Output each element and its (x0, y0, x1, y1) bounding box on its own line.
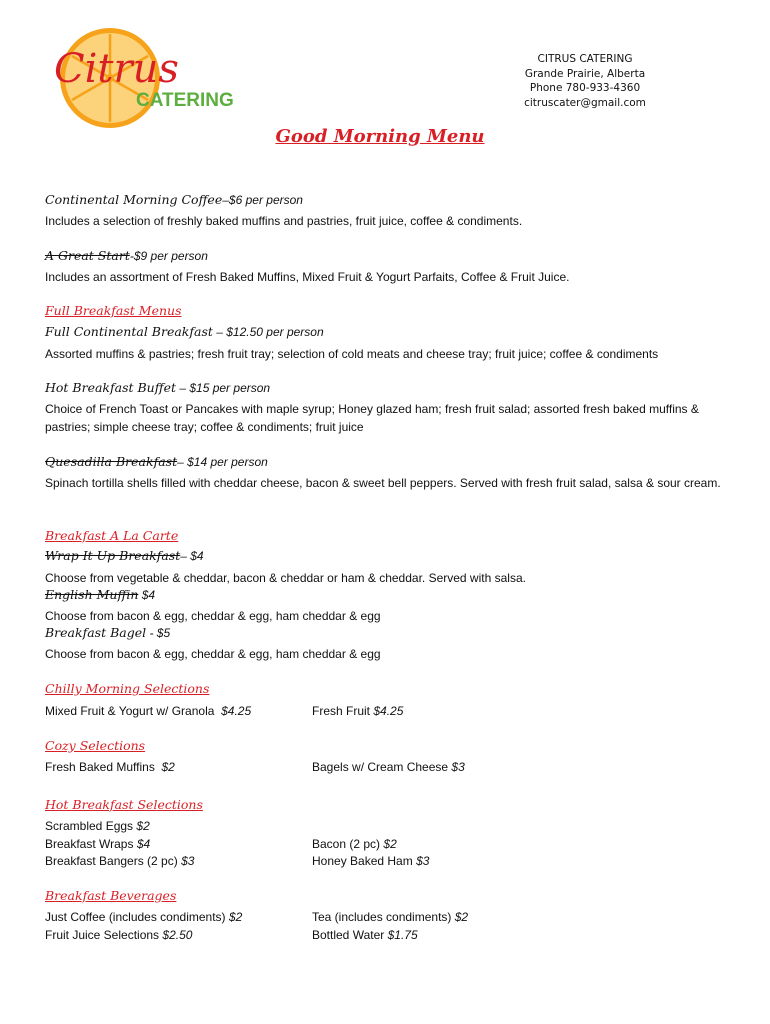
item-price: $2 (454, 910, 469, 924)
item-quesadilla-desc: Spinach tortilla shells filled with cheddar cheese, bacon & sweet bell peppers. Served with fresh fruit salad, salsa & sour cream. (45, 476, 721, 490)
item-name: Just Coffee (includes condiments) (45, 910, 226, 924)
item-price: – $12.50 per person (212, 325, 324, 339)
item-name: Quesadilla Breakfast (45, 454, 178, 469)
logo-wordmark-citrus: Citrus (54, 46, 179, 92)
orange-slice-logo-icon (48, 26, 248, 134)
item-price: $2 (136, 819, 150, 833)
item-price: $3 (451, 760, 465, 774)
item-price: $3 (181, 854, 195, 868)
page-title: Good Morning Menu (275, 126, 485, 147)
item-quesadilla-heading (45, 453, 726, 471)
item-price: $3 (416, 854, 430, 868)
item-price: - $5 (149, 626, 171, 640)
item-full-continental-desc: Assorted muffins & pastries; fresh fruit tray; selection of cold meats and cheese tray; fruit juice; coffee & condiments (45, 347, 659, 361)
item-name: A Great Start (45, 248, 130, 263)
item-name: Hot Breakfast Buffet (45, 380, 177, 395)
contact-block (520, 52, 650, 110)
chilly-row (45, 702, 726, 720)
item-name: Breakfast Wraps (45, 837, 134, 851)
item-name: Scrambled Eggs (45, 819, 134, 833)
item-name: Fresh Baked Muffins (45, 760, 155, 774)
item-price: –$6 per person (222, 193, 303, 207)
item-name: Breakfast Bangers (2 pc) (45, 854, 178, 868)
company-phone: Phone 780-933-4360 (529, 82, 641, 94)
section-hot-heading: Hot Breakfast Selections (45, 797, 203, 812)
cozy-row (45, 758, 726, 776)
company-city: Grande Prairie, Alberta (524, 67, 646, 80)
item-price: – $4 (180, 549, 204, 563)
item-price: $2 (161, 760, 175, 774)
section-beverages-heading: Breakfast Beverages (45, 888, 177, 903)
item-price: $1.75 (387, 928, 418, 942)
item-wrap-heading (45, 547, 726, 565)
item-price: $2 (228, 910, 243, 924)
item-continental-heading (45, 191, 726, 209)
item-name: Bacon (2 pc) (312, 837, 381, 851)
item-name: Wrap It Up Breakfast (45, 548, 181, 563)
hot-right-item (312, 835, 726, 853)
item-hot-buffet-heading (45, 379, 726, 397)
citrus-catering-logo (48, 26, 248, 134)
section-chilly-heading: Chilly Morning Selections (45, 681, 210, 696)
item-great-start-desc: Includes an assortment of Fresh Baked Muffins, Mixed Fruit & Yogurt Parfaits, Coffee & Fruit Juice. (45, 270, 570, 284)
hot-right-item (312, 852, 726, 870)
item-name: Bagels w/ Cream Cheese (312, 760, 449, 774)
item-name: Full Continental Breakfast (45, 324, 213, 339)
item-name: Continental Morning Coffee (45, 192, 223, 207)
company-email: citruscater@gmail.com (524, 96, 646, 109)
item-price: $4.25 (373, 704, 404, 718)
cozy-right-item (312, 758, 465, 776)
item-name: Honey Baked Ham (312, 854, 413, 868)
item-name: Breakfast Bagel (45, 625, 147, 640)
item-wrap-desc: Choose from vegetable & cheddar, bacon & cheddar or ham & cheddar. Served with salsa. (45, 571, 526, 585)
item-price: $2 (383, 837, 397, 851)
item-price: -$9 per person (129, 249, 208, 263)
item-price: $2.50 (162, 928, 193, 942)
item-muffin-desc: Choose from bacon & egg, cheddar & egg, ham cheddar & egg (45, 609, 381, 623)
item-price: – $14 per person (177, 455, 268, 469)
item-price: $4 (136, 837, 151, 851)
company-name: CITRUS CATERING (537, 53, 633, 65)
item-name: Bottled Water (312, 928, 385, 942)
beverage-right-item (312, 908, 726, 926)
item-bagel-desc: Choose from bacon & egg, cheddar & egg, ham cheddar & egg (45, 647, 381, 661)
item-name: Fruit Juice Selections (45, 928, 160, 942)
hot-left-item (45, 817, 726, 835)
item-price: $4 (141, 588, 156, 602)
item-great-start-heading (45, 247, 726, 265)
item-name: Tea (includes condiments) (312, 910, 452, 924)
section-a-la-carte-heading: Breakfast A La Carte (45, 528, 179, 543)
section-cozy-heading: Cozy Selections (45, 738, 146, 753)
item-price: – $15 per person (176, 381, 271, 395)
item-full-continental-heading (45, 323, 726, 341)
logo-wordmark-catering: CATERING (136, 90, 234, 111)
item-name: English Muffin (45, 587, 139, 602)
item-name: Mixed Fruit & Yogurt w/ Granola (45, 704, 215, 718)
item-name: Fresh Fruit (312, 704, 371, 718)
item-muffin-heading (45, 586, 726, 604)
chilly-right-item (312, 702, 403, 720)
item-continental-desc: Includes a selection of freshly baked muffins and pastries, fruit juice, coffee & condiments. (45, 214, 523, 228)
item-hot-buffet-desc: Choice of French Toast or Pancakes with maple syrup; Honey glazed ham; fresh fruit salad; assorted fresh baked muffins & pastries; simple cheese tray; coffee & condiments; fruit juice (45, 402, 699, 434)
section-full-breakfast-heading: Full Breakfast Menus (45, 303, 182, 318)
beverage-right-item (312, 926, 726, 944)
item-bagel-heading (45, 624, 726, 642)
item-price: $4.25 (221, 704, 252, 718)
